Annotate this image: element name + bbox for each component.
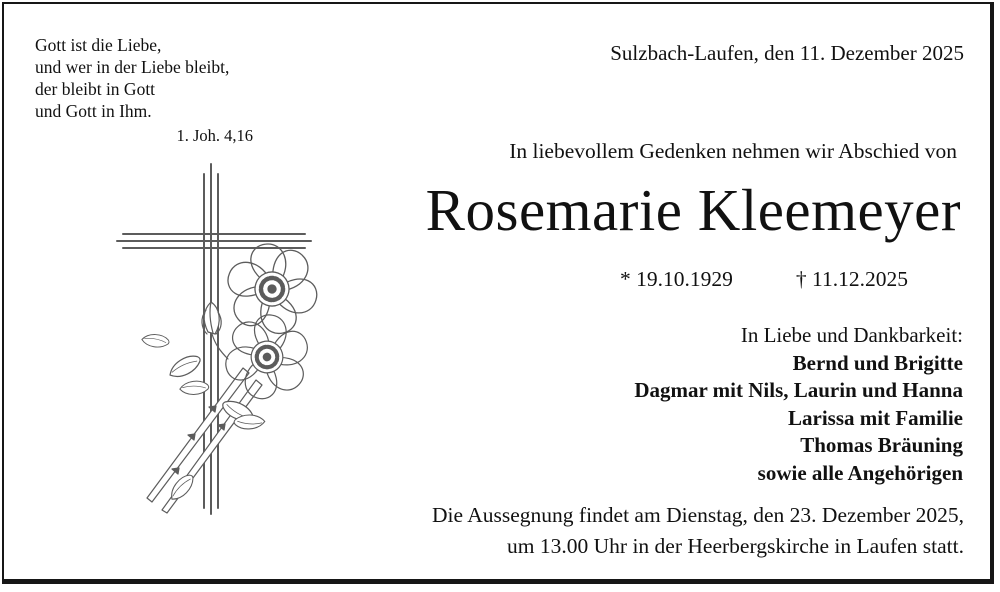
birth-date: * 19.10.1929 [620,267,733,291]
mourner-name: Larissa mit Familie [788,405,963,430]
funeral-info [432,500,964,562]
mourner-name: Bernd und Brigitte [792,350,963,375]
rose-icon [208,225,318,411]
mourner-name: Thomas Bräuning [800,433,963,457]
life-dates [620,267,908,292]
rosebud-icon [202,302,228,359]
mourner-name: Dagmar mit Nils, Laurin und Hanna [634,378,963,402]
mourner-name: sowie alle Angehörigen [757,460,963,485]
funeral-line: um 13.00 Uhr in der Heerbergskirche in Laufen statt. [507,534,964,558]
quote-line: Gott ist die Liebe, [35,35,162,55]
funeral-line: Die Aussegnung findet am Dienstag, den 23. Dezember 2025, [432,503,964,527]
mourners-block [634,322,963,487]
obituary-notice [2,2,994,584]
cross-roses-illustration [113,156,318,518]
deceased-name: Rosemarie Kleemeyer [425,177,961,243]
scripture-quote [35,34,253,147]
place-dateline: Sulzbach-Laufen, den 11. Dezember 2025 [610,41,964,65]
intro-line: In liebevollem Gedenken nehmen wir Abschied von [509,139,957,163]
quote-line: und wer in der Liebe bleibt, [35,57,230,77]
quote-line: und Gott in Ihm. [35,101,152,121]
mourners-heading: In Liebe und Dankbarkeit: [740,323,963,347]
death-date: † 11.12.2025 [795,267,908,291]
quote-line: der bleibt in Gott [35,79,156,99]
quote-citation: 1. Joh. 4,16 [176,126,253,145]
